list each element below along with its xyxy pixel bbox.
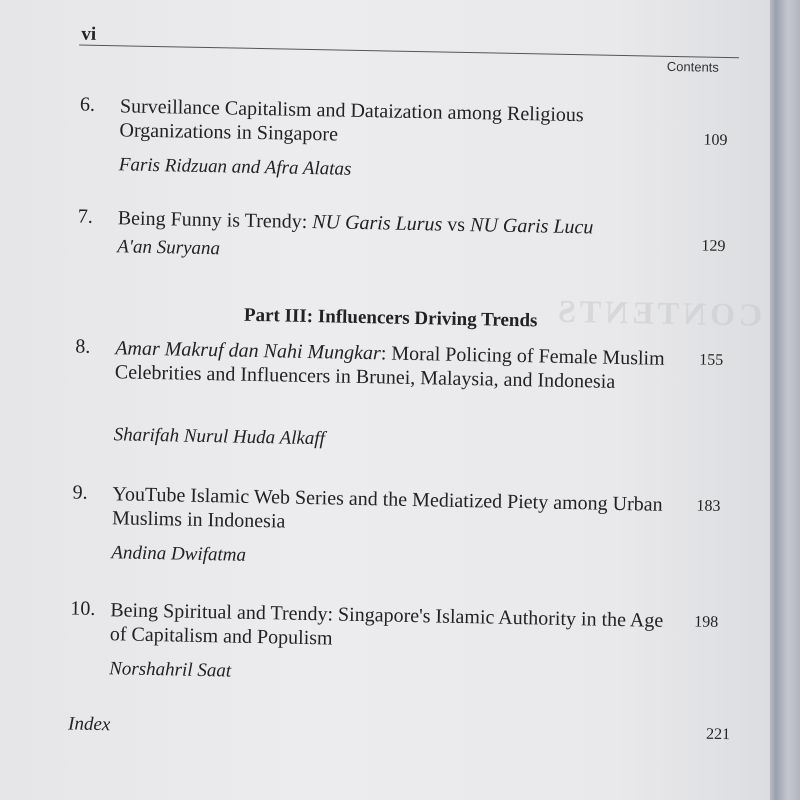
chapter-number: 10. (70, 597, 96, 620)
chapter-author: Andina Dwifatma (111, 542, 247, 566)
chapter-page: 183 (696, 497, 721, 515)
title-part: Being Funny is Trendy: (117, 207, 313, 234)
index-label: Index (67, 713, 111, 736)
chapter-page: 109 (703, 131, 728, 149)
toc-entry-9 (72, 481, 721, 566)
chapter-number: 8. (75, 335, 91, 358)
running-head: Contents (666, 58, 720, 75)
title-italic-part: NU Garis Lucu (469, 214, 594, 239)
chapter-number: 9. (72, 481, 88, 504)
toc-entry-10 (70, 597, 719, 682)
header-rule (79, 45, 739, 59)
chapter-title: Surveillance Capitalism and Dataization among Religious Organizations in Singapore (119, 95, 584, 146)
chapter-number: 6. (79, 93, 96, 116)
chapter-number: 7. (77, 205, 94, 228)
chapter-title: Being Spiritual and Trendy: Singapore's Islamic Authority in the Age of Capitalism and Populism (109, 599, 664, 650)
page-number: vi (81, 23, 97, 45)
title-italic-part: NU Garis Lurus (312, 211, 443, 236)
chapter-author: Sharifah Nurul Huda Alkaff (113, 424, 326, 450)
toc-entry-6 (79, 93, 728, 180)
chapter-title: YouTube Islamic Web Series and the Mediatized Piety among Urban Muslims in Indonesia (111, 483, 663, 533)
chapter-author: A'an Suryana (117, 236, 221, 260)
chapter-author: Faris Ridzuan and Afra Alatas (118, 154, 352, 180)
chapter-title (118, 206, 718, 242)
chapter-title (115, 336, 676, 395)
title-part: : Moral Policing of Female Muslim Celebrities and Influencers in Brunei, Malaysia, and Indonesia (114, 342, 665, 393)
toc-entry-7 (77, 205, 726, 260)
book-edge (770, 0, 800, 800)
title-italic-part: Amar Makruf dan Nahi Mungkar (115, 337, 382, 365)
toc-entry-8 (75, 335, 724, 450)
index-page: 221 (705, 725, 731, 744)
show-through-text: CONTENTS (553, 292, 763, 333)
chapter-page: 129 (701, 237, 726, 255)
title-part: vs (442, 213, 471, 237)
chapter-page: 155 (699, 351, 724, 369)
chapter-author: Norshahril Saat (108, 658, 232, 682)
chapter-page: 198 (694, 613, 719, 631)
part-heading: Part III: Influencers Driving Trends (243, 304, 538, 332)
